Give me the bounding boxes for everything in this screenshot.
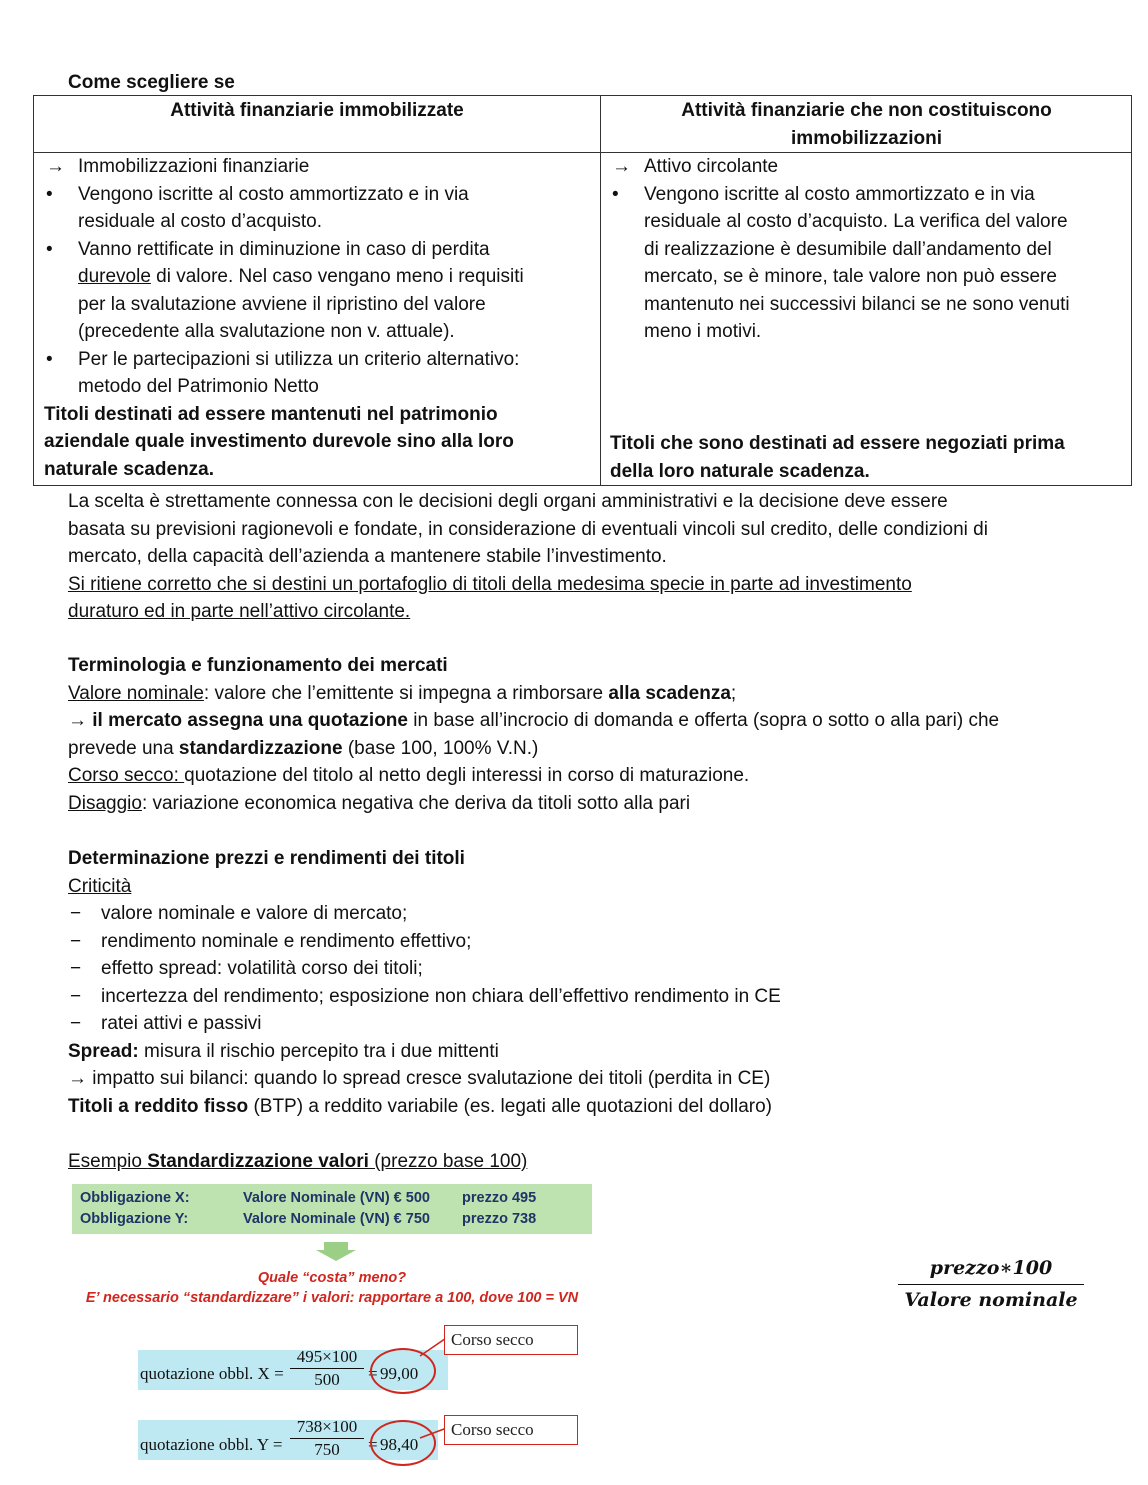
dash-icon: − (70, 930, 82, 952)
subheading: Criticità (68, 875, 132, 897)
arrow-icon: → (68, 710, 87, 731)
underlined-line: duraturo ed in parte nell’attivo circolante. (68, 601, 411, 622)
heading-text: Esempio (68, 1151, 148, 1172)
right-header-line-2: immobilizzazioni (791, 127, 942, 149)
list-item (68, 900, 781, 928)
item-text: incertezza del rendimento; esposizione non chiara dell’effettivo rendimento in CE (101, 985, 781, 1007)
left-column-body (34, 153, 600, 483)
standardization-formula (898, 1254, 1084, 1315)
intro-heading: Come scegliere se (68, 72, 235, 93)
bond-price: prezzo 495 (462, 1190, 537, 1206)
quote-fraction (290, 1346, 364, 1391)
item-line: di realizzazione è desumibile dall’andamento del (644, 238, 1052, 260)
dash-icon: − (70, 985, 82, 1007)
definition-text: quotazione del titolo al netto degli interessi in corso di maturazione. (184, 765, 750, 786)
bond-name: Obbligazione Y: (80, 1211, 189, 1227)
bond-nominal-value: Valore Nominale (VN) € 750 (243, 1211, 430, 1227)
definition-corso-secco (68, 762, 999, 790)
comparison-table (33, 95, 1132, 486)
summary-line: Titoli che sono destinati ad essere negoziati prima (610, 433, 1065, 454)
paragraph-line: basata su previsioni ragionevoli e fondate, in considerazione di eventuali vincoli sul credito, delle condizioni di (68, 518, 988, 540)
definition-text: (BTP) a reddito variabile (es. legati alle quotazioni del dollaro) (248, 1095, 772, 1117)
bond-nominal-value: Valore Nominale (VN) € 500 (243, 1190, 430, 1206)
bond-price: prezzo 738 (462, 1211, 537, 1227)
summary-line: Titoli destinati ad essere mantenuti nel patrimonio (44, 403, 498, 425)
item-line: meno i motivi. (644, 321, 762, 342)
list-item (600, 181, 1133, 346)
list-item (34, 153, 600, 181)
definition-text: : valore che l’emittente si impegna a rimborsare (203, 682, 609, 704)
definition-text: misura il rischio percepito tra i due mittenti (138, 1040, 499, 1062)
equals-sign: = (368, 1364, 378, 1383)
example-question: Quale “costa” meno? (257, 1270, 407, 1286)
heading-text: (prezzo base 100) (368, 1151, 528, 1172)
quote-label: quotazione obbl. X = (140, 1364, 284, 1383)
definition-disaggio (68, 790, 999, 818)
right-header-line-1: Attività finanziarie che non costituiscono (681, 100, 1052, 121)
bold-text: alla scadenza (608, 682, 731, 704)
summary-line: della loro naturale scadenza. (610, 460, 870, 482)
right-summary (610, 430, 1065, 485)
bullet-icon: • (46, 238, 53, 260)
section-heading: Terminologia e funzionamento dei mercati (68, 655, 448, 676)
term: Corso secco: (68, 765, 185, 786)
quote-fraction (290, 1416, 364, 1461)
quote-result: 98,40 (380, 1435, 419, 1454)
left-column-header: Attività finanziarie immobilizzate (170, 100, 464, 121)
impact-line (68, 1065, 781, 1093)
fixed-income-line (68, 1093, 781, 1121)
definition-valore-nominale (68, 680, 999, 708)
item-line (78, 263, 600, 291)
fraction-denominator: 750 (314, 1440, 340, 1459)
item-line: Vanno rettificate in diminuzione in caso di perdita (78, 238, 490, 260)
standardization-line (68, 735, 999, 763)
right-column-header (600, 97, 1133, 152)
section-heading: Determinazione prezzi e rendimenti dei titoli (68, 848, 465, 869)
item-line: Attivo circolante (644, 156, 779, 177)
spread-line (68, 1038, 781, 1066)
item-line: Immobilizzazioni finanziarie (78, 156, 310, 177)
definition-text: (base 100, 100% V.N.) (342, 737, 539, 759)
term: Disaggio (68, 792, 142, 814)
fraction-numerator: 738×100 (290, 1416, 364, 1439)
down-arrow-icon (312, 1242, 360, 1262)
list-item (34, 181, 600, 236)
bullet-icon: • (46, 348, 53, 370)
list-item (34, 236, 600, 346)
paragraph-line: La scelta è strettamente connessa con le decisioni degli organi amministrativi e la decisione deve essere (68, 491, 948, 512)
quote-result: 99,00 (380, 1364, 419, 1383)
right-column-body (600, 153, 1133, 346)
bold-text: Titoli a reddito fisso (68, 1095, 249, 1117)
list-item (34, 346, 600, 401)
example-instruction: E’ necessario “standardizzare” i valori: rapportare a 100, dove 100 = VN (85, 1290, 579, 1306)
item-line: mantenuto nei successivi bilanci se ne sono venuti (644, 293, 1070, 315)
item-line: mercato, se è minore, tale valore non può essere (644, 266, 1057, 287)
item-line: Vengono iscritte al costo ammortizzato e in via (644, 183, 1035, 205)
example-heading (68, 1148, 527, 1176)
determinazione-section (68, 845, 781, 1120)
item-text: rendimento nominale e rendimento effettivo; (101, 930, 472, 952)
item-line: Vengono iscritte al costo ammortizzato e in via (78, 183, 469, 205)
bold-text: standardizzazione (178, 737, 343, 759)
item-text: valore nominale e valore di mercato; (101, 903, 408, 924)
fraction-denominator: 500 (314, 1370, 340, 1389)
market-line (68, 707, 999, 735)
fraction-numerator: 495×100 (290, 1346, 364, 1369)
example-figure (68, 1180, 596, 1470)
item-line: residuale al costo d’acquisto. La verifica del valore (644, 211, 1068, 232)
quote-label: quotazione obbl. Y = (140, 1435, 283, 1454)
item-line: Per le partecipazioni si utilizza un criterio alternativo: (78, 348, 520, 370)
arrow-icon: → (68, 1068, 87, 1089)
left-summary (34, 401, 600, 484)
list-item (68, 983, 781, 1011)
item-line: per la svalutazione avviene il ripristino del valore (78, 293, 486, 315)
summary-line: aziendale quale investimento durevole sino alla loro (44, 431, 514, 452)
underlined-line: Si ritiene corretto che si destini un portafoglio di titoli della medesima specie in parte ad investimento (68, 573, 912, 595)
term: Valore nominale (68, 682, 204, 704)
definition-text: impatto sui bilanci: quando lo spread cresce svalutazione dei titoli (perdita in CE) (87, 1068, 771, 1089)
bullet-icon: • (612, 183, 619, 205)
arrow-icon: → (46, 156, 65, 177)
paragraph-line: mercato, della capacità dell’azienda a mantenere stabile l’investimento. (68, 546, 667, 567)
heading-bold: Standardizzazione valori (147, 1151, 369, 1172)
bold-text: Spread: (68, 1040, 139, 1062)
item-line-text: di valore. Nel caso vengano meno i requisiti (156, 266, 524, 287)
item-text: ratei attivi e passivi (101, 1013, 262, 1034)
list-item (68, 1010, 781, 1038)
bullet-icon: • (46, 183, 53, 205)
equals-sign: = (368, 1435, 378, 1454)
dash-icon: − (70, 903, 82, 924)
item-line: (precedente alla svalutazione non v. attuale). (78, 321, 455, 342)
definition-text: in base all’incrocio di domanda e offerta (sopra o sotto o alla pari) che (407, 710, 1000, 731)
terminologia-section (68, 652, 999, 817)
definition-text: : variazione economica negativa che deriva da titoli sotto alla pari (141, 792, 691, 814)
bond-name: Obbligazione X: (80, 1190, 190, 1206)
list-item (68, 955, 781, 983)
dash-icon: − (70, 1013, 82, 1034)
list-item (68, 928, 781, 956)
corso-secco-label: Corso secco (444, 1415, 578, 1445)
underlined-term: durevole (78, 266, 151, 287)
arrow-icon: → (612, 156, 631, 177)
list-item (600, 153, 1133, 181)
corso-secco-label: Corso secco (444, 1325, 578, 1355)
choice-paragraph (68, 488, 988, 626)
definition-text: prevede una (68, 737, 179, 759)
item-text: effetto spread: volatilità corso dei titoli; (101, 958, 423, 979)
dash-icon: − (70, 958, 82, 979)
formula-numerator: prezzo∗100 (898, 1254, 1084, 1285)
item-line: residuale al costo d’acquisto. (78, 211, 322, 232)
summary-line: naturale scadenza. (44, 458, 215, 480)
bold-text: il mercato assegna una quotazione (92, 710, 408, 731)
item-line: metodo del Patrimonio Netto (78, 376, 319, 397)
formula-denominator: Valore nominale (904, 1289, 1078, 1311)
punct: ; (730, 682, 737, 704)
